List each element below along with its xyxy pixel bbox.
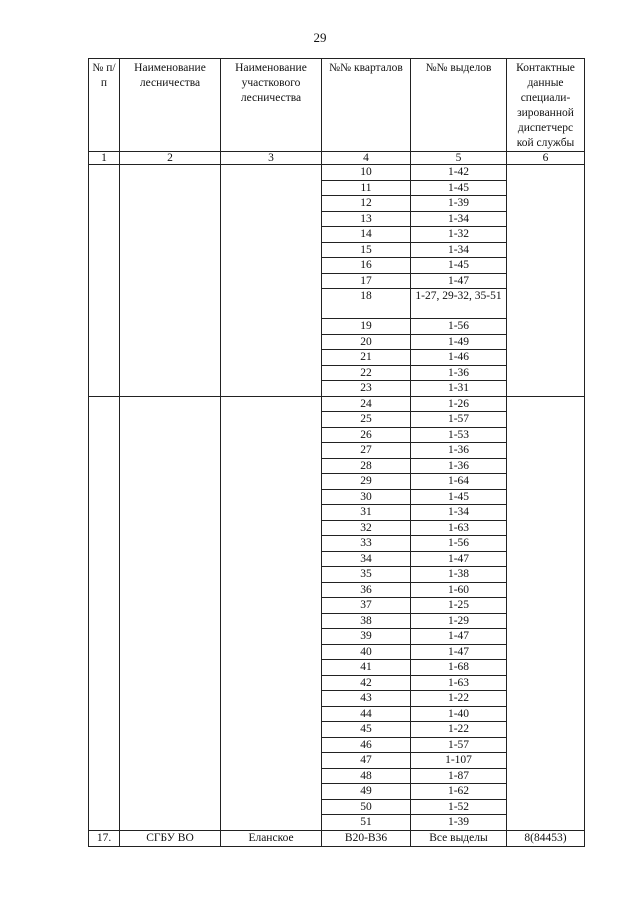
quarter-cell: 17 xyxy=(322,273,411,289)
quarter-cell: 29 xyxy=(322,474,411,490)
quarter-cell: 49 xyxy=(322,784,411,800)
sections-cell: 1-49 xyxy=(411,334,507,350)
quarter-cell: 21 xyxy=(322,350,411,366)
group-blank-num xyxy=(89,396,120,830)
quarter-cell: 23 xyxy=(322,381,411,397)
quarter-cell: 33 xyxy=(322,536,411,552)
column-number: 5 xyxy=(411,152,507,165)
quarter-cell: 32 xyxy=(322,520,411,536)
page-number: 29 xyxy=(313,30,327,45)
quarter-cell: 39 xyxy=(322,629,411,645)
final-num: 17. xyxy=(89,830,120,846)
header-sections: №№ выделов xyxy=(411,59,507,152)
column-number-row xyxy=(89,152,585,165)
header-forestry: Наименование лесничества xyxy=(120,59,221,152)
group-blank-forestry xyxy=(120,165,221,397)
sections-cell: 1-45 xyxy=(411,489,507,505)
table-row xyxy=(89,165,585,181)
sections-cell: 1-68 xyxy=(411,660,507,676)
sections-cell: 1-107 xyxy=(411,753,507,769)
quarter-cell: 22 xyxy=(322,365,411,381)
column-number: 4 xyxy=(322,152,411,165)
sections-cell: 1-42 xyxy=(411,165,507,181)
final-quarters: В20-В36 xyxy=(322,830,411,846)
column-number: 1 xyxy=(89,152,120,165)
sections-cell: 1-34 xyxy=(411,505,507,521)
header-district: Наименование участкового лесничества xyxy=(221,59,322,152)
quarter-cell: 14 xyxy=(322,227,411,243)
quarter-cell: 18 xyxy=(322,289,411,319)
quarter-cell: 13 xyxy=(322,211,411,227)
group-blank-district xyxy=(221,165,322,397)
quarter-cell: 51 xyxy=(322,815,411,831)
sections-cell: 1-38 xyxy=(411,567,507,583)
quarter-cell: 10 xyxy=(322,165,411,181)
final-district: Еланское xyxy=(221,830,322,846)
sections-cell: 1-34 xyxy=(411,211,507,227)
sections-cell: 1-39 xyxy=(411,196,507,212)
quarter-cell: 30 xyxy=(322,489,411,505)
quarter-cell: 34 xyxy=(322,551,411,567)
quarter-cell: 25 xyxy=(322,412,411,428)
quarter-cell: 12 xyxy=(322,196,411,212)
quarter-cell: 37 xyxy=(322,598,411,614)
quarter-cell: 50 xyxy=(322,799,411,815)
column-number: 6 xyxy=(507,152,585,165)
header-contact: Контактные данные специали-зированной диспетчерс кой службы xyxy=(507,59,585,152)
sections-cell: 1-22 xyxy=(411,691,507,707)
quarter-cell: 20 xyxy=(322,334,411,350)
quarter-cell: 27 xyxy=(322,443,411,459)
sections-cell: 1-36 xyxy=(411,443,507,459)
sections-cell: 1-39 xyxy=(411,815,507,831)
sections-cell: 1-47 xyxy=(411,629,507,645)
quarter-cell: 38 xyxy=(322,613,411,629)
sections-cell: 1-29 xyxy=(411,613,507,629)
sections-cell: 1-34 xyxy=(411,242,507,258)
sections-cell: 1-53 xyxy=(411,427,507,443)
sections-cell: 1-26 xyxy=(411,396,507,412)
forestry-table xyxy=(88,58,585,847)
quarter-cell: 41 xyxy=(322,660,411,676)
quarter-cell: 11 xyxy=(322,180,411,196)
sections-cell: 1-32 xyxy=(411,227,507,243)
final-sections: Все выделы xyxy=(411,830,507,846)
sections-cell: 1-56 xyxy=(411,536,507,552)
quarter-cell: 15 xyxy=(322,242,411,258)
sections-cell: 1-45 xyxy=(411,258,507,274)
final-forestry: СГБУ ВО xyxy=(120,830,221,846)
group-blank-forestry xyxy=(120,396,221,830)
table-row xyxy=(89,396,585,412)
sections-cell: 1-40 xyxy=(411,706,507,722)
group-blank-contact xyxy=(507,396,585,830)
quarter-cell: 35 xyxy=(322,567,411,583)
quarter-cell: 16 xyxy=(322,258,411,274)
sections-cell: 1-60 xyxy=(411,582,507,598)
quarter-cell: 36 xyxy=(322,582,411,598)
sections-cell: 1-56 xyxy=(411,319,507,335)
quarter-cell: 42 xyxy=(322,675,411,691)
sections-cell: 1-47 xyxy=(411,273,507,289)
sections-cell: 1-52 xyxy=(411,799,507,815)
quarter-cell: 19 xyxy=(322,319,411,335)
sections-cell: 1-47 xyxy=(411,551,507,567)
quarter-cell: 40 xyxy=(322,644,411,660)
sections-cell: 1-57 xyxy=(411,412,507,428)
quarter-cell: 24 xyxy=(322,396,411,412)
quarter-cell: 48 xyxy=(322,768,411,784)
sections-cell: 1-62 xyxy=(411,784,507,800)
group-blank-contact xyxy=(507,165,585,397)
sections-cell: 1-45 xyxy=(411,180,507,196)
quarter-cell: 45 xyxy=(322,722,411,738)
quarter-cell: 46 xyxy=(322,737,411,753)
sections-cell: 1-46 xyxy=(411,350,507,366)
group-blank-num xyxy=(89,165,120,397)
sections-cell: 1-63 xyxy=(411,675,507,691)
sections-cell: 1-31 xyxy=(411,381,507,397)
sections-cell: 1-36 xyxy=(411,365,507,381)
sections-cell: 1-47 xyxy=(411,644,507,660)
quarter-cell: 31 xyxy=(322,505,411,521)
final-contact: 8(84453) xyxy=(507,830,585,846)
table-row-final xyxy=(89,830,585,846)
sections-cell: 1-57 xyxy=(411,737,507,753)
sections-cell: 1-63 xyxy=(411,520,507,536)
quarter-cell: 47 xyxy=(322,753,411,769)
group-blank-district xyxy=(221,396,322,830)
header-num: № п/п xyxy=(89,59,120,152)
sections-cell: 1-87 xyxy=(411,768,507,784)
column-number: 2 xyxy=(120,152,221,165)
sections-cell: 1-25 xyxy=(411,598,507,614)
sections-cell: 1-22 xyxy=(411,722,507,738)
sections-cell: 1-27, 29-32, 35-51 xyxy=(411,289,507,319)
quarter-cell: 43 xyxy=(322,691,411,707)
quarter-cell: 44 xyxy=(322,706,411,722)
sections-cell: 1-64 xyxy=(411,474,507,490)
column-number: 3 xyxy=(221,152,322,165)
sections-cell: 1-36 xyxy=(411,458,507,474)
header-quarters: №№ кварталов xyxy=(322,59,411,152)
quarter-cell: 26 xyxy=(322,427,411,443)
header-row xyxy=(89,59,585,152)
quarter-cell: 28 xyxy=(322,458,411,474)
